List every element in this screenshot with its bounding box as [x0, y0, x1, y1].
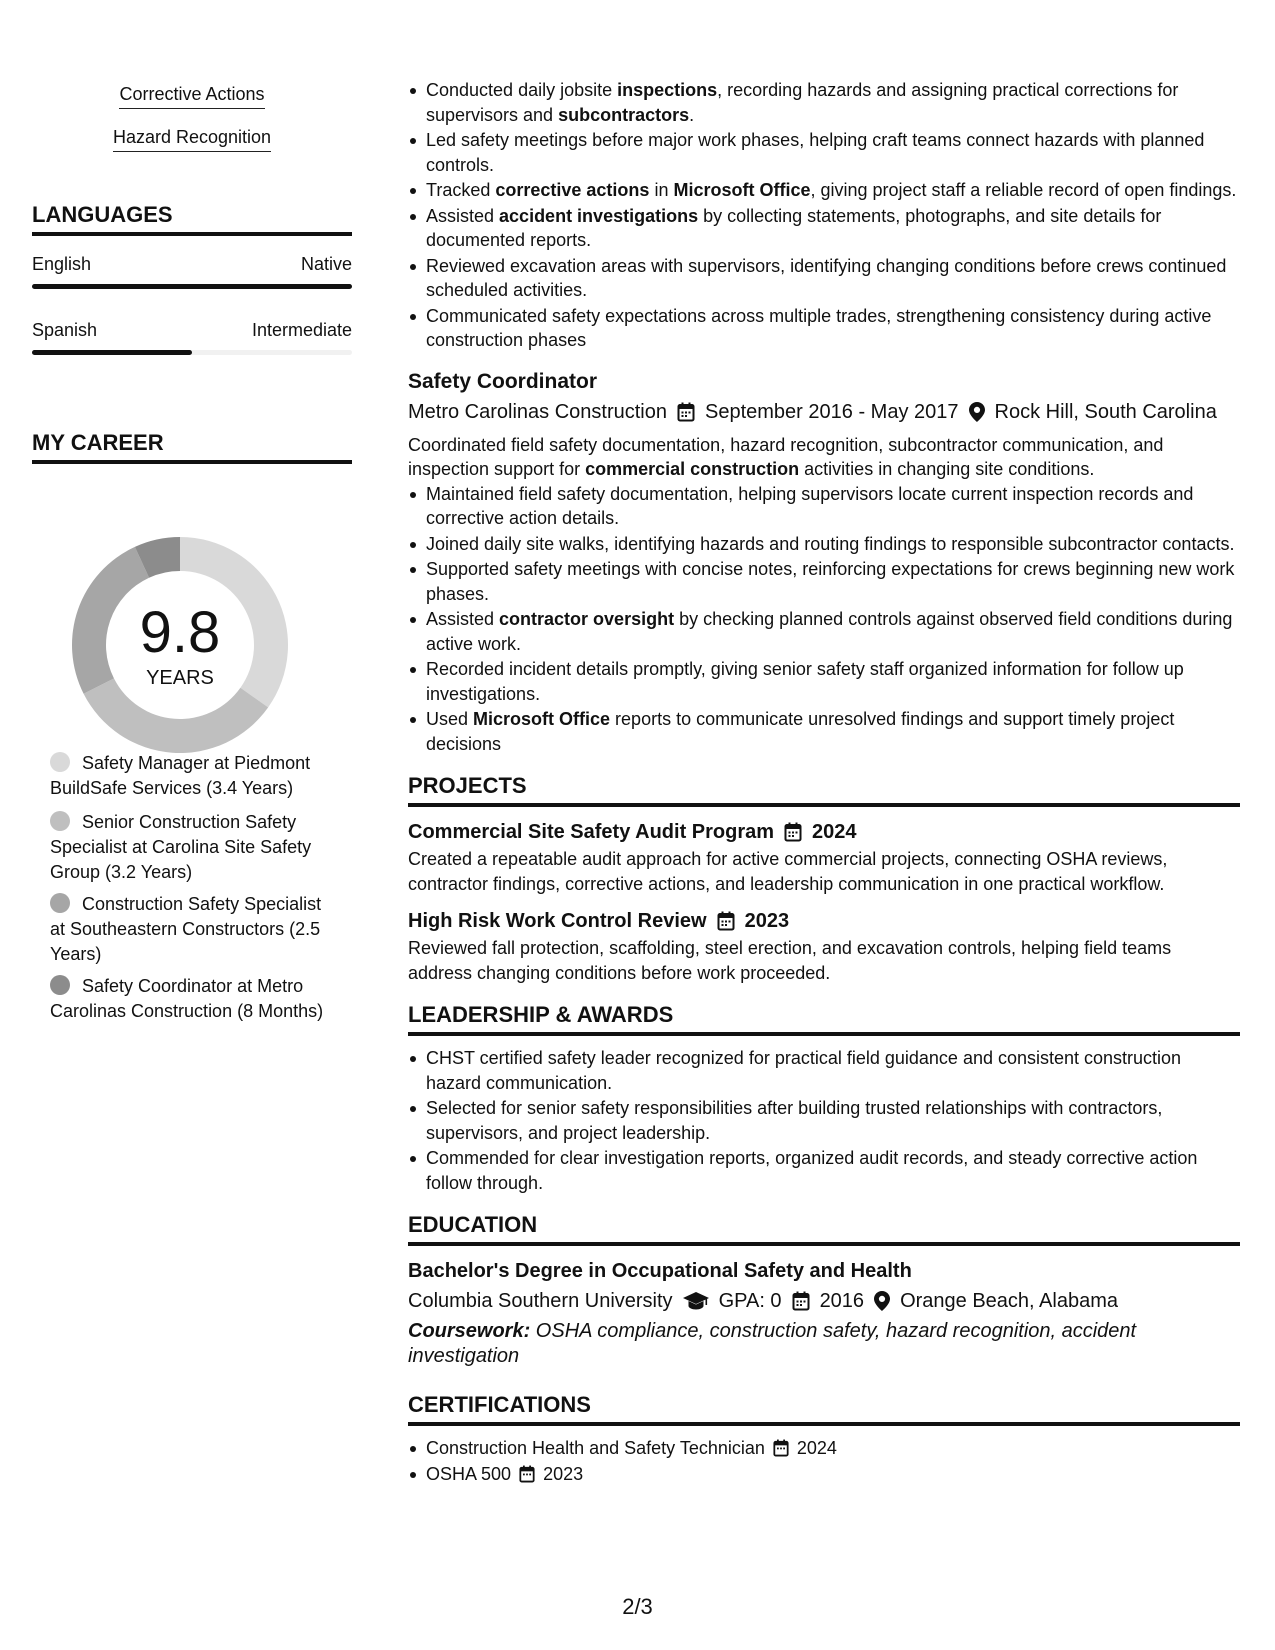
- donut-segment-2: [72, 547, 149, 694]
- job-dates: September 2016 - May 2017: [705, 400, 959, 423]
- text-run: Conducted daily jobsite: [426, 80, 618, 100]
- bullet-item: [408, 304, 1240, 353]
- previous-job-bullets: [408, 78, 1240, 353]
- text-run: Used: [426, 709, 474, 729]
- legend-dot: [50, 975, 70, 995]
- calendar-icon: [717, 911, 735, 931]
- bullet-item: [408, 607, 1240, 656]
- text-run: Assisted: [426, 609, 500, 629]
- language-proficiency-bar: [32, 350, 352, 355]
- projects-heading: PROJECTS: [408, 772, 1240, 807]
- career-donut-chart: [65, 530, 295, 760]
- leadership-item: Commended for clear investigation reports, organized audit records, and steady corrective action follow through.: [408, 1146, 1240, 1195]
- text-run: , giving project staff a reliable record of open findings.: [810, 180, 1237, 200]
- skill-label: Hazard Recognition: [113, 127, 271, 152]
- language-name: English: [32, 254, 92, 274]
- language-row: [32, 320, 352, 341]
- leadership-item: CHST certified safety leader recognized for practical field guidance and consistent construction hazard communication.: [408, 1046, 1240, 1095]
- education-meta: [408, 1286, 1240, 1316]
- text-run: Coordinated field safety documentation, hazard recognition, subcontractor communication, and inspection support for: [408, 434, 1164, 479]
- certifications-list: [408, 1436, 1240, 1486]
- bold-keyword: Microsoft Office: [473, 709, 611, 729]
- text-run: by checking planned controls against observed field conditions during active work.: [426, 609, 1233, 654]
- bullet-item: [408, 532, 1240, 557]
- project-description: Reviewed fall protection, scaffolding, steel erection, and excavation controls, helping field teams address changing conditions before work proceeded.: [408, 938, 1172, 983]
- bullet-item: [408, 557, 1240, 606]
- graduation-year: 2016: [819, 1290, 865, 1312]
- job-meta: [408, 397, 1240, 427]
- leadership-heading: LEADERSHIP & AWARDS: [408, 1001, 1240, 1036]
- calendar-icon: [677, 402, 695, 422]
- certification-name: OSHA 500: [426, 1463, 512, 1484]
- bold-keyword: subcontractors: [558, 104, 690, 125]
- coursework: [408, 1319, 1240, 1369]
- text-run: Reviewed excavation areas with supervisors, identifying changing conditions before crews continued scheduled activities.: [426, 255, 1227, 300]
- languages-heading: LANGUAGES: [32, 202, 352, 236]
- education-heading: EDUCATION: [408, 1211, 1240, 1246]
- project-description: Created a repeatable audit approach for active commercial projects, connecting OSHA reviews, contractor findings, corrective actions, and leadership communication in one practical workflow.: [408, 849, 1168, 894]
- text-run: , recording hazards and assigning practical corrections for supervisors and: [426, 80, 1179, 125]
- language-proficiency-fill: [32, 350, 192, 355]
- company-name: Metro Carolinas Construction: [408, 400, 667, 423]
- project-title-row: [408, 906, 1240, 936]
- bullet-item: [408, 657, 1240, 706]
- skill-label: Corrective Actions: [119, 84, 264, 109]
- project-year: 2024: [812, 821, 857, 843]
- legend-dot: [50, 752, 70, 772]
- career-legend-item: [50, 751, 340, 801]
- bullet-item: [408, 482, 1240, 531]
- certification-item: [408, 1462, 1240, 1487]
- text-run: by collecting statements, photographs, and site details for documented reports.: [426, 205, 1162, 250]
- project-title-row: [408, 817, 1240, 847]
- bold-keyword: accident investigations: [499, 205, 699, 226]
- graduation-cap-icon: [683, 1291, 709, 1311]
- career-legend-item: [50, 810, 340, 885]
- legend-dot: [50, 893, 70, 913]
- certification-item: [408, 1436, 1240, 1461]
- main-content: [408, 78, 1240, 1487]
- career-years-label: YEARS: [146, 667, 214, 689]
- career-legend-text: Safety Coordinator at Metro Carolinas Construction (8 Months): [50, 976, 324, 1021]
- school-name: Columbia Southern University: [408, 1290, 673, 1312]
- job-title: Safety Coordinator: [408, 369, 598, 393]
- calendar-icon: [773, 1439, 789, 1457]
- bold-keyword: Microsoft Office: [673, 180, 811, 200]
- language-level: Intermediate: [251, 320, 352, 340]
- text-run: Communicated safety expectations across multiple trades, strengthening consistency during active construction phases: [426, 305, 1212, 350]
- text-run: reports to communicate unresolved findings and support timely project decisions: [426, 709, 1175, 754]
- calendar-icon: [792, 1291, 810, 1311]
- bold-keyword: inspections: [617, 80, 718, 100]
- bold-keyword: commercial construction: [585, 459, 800, 479]
- text-run: Assisted: [426, 205, 500, 226]
- project-year: 2023: [744, 910, 790, 932]
- coursework-label: Coursework:: [408, 1320, 531, 1342]
- career-legend-item: [50, 974, 340, 1024]
- career-legend-text: Safety Manager at Piedmont BuildSafe Services (3.4 Years): [50, 753, 311, 798]
- text-run: Maintained field safety documentation, helping supervisors locate current inspection records and corrective action details.: [426, 483, 1194, 528]
- location-pin-icon: [969, 402, 985, 422]
- project-name: High Risk Work Control Review: [408, 910, 707, 932]
- language-proficiency-bar: [32, 284, 352, 289]
- coursework-text: OSHA compliance, construction safety, hazard recognition, accident investigation: [408, 1320, 1137, 1367]
- career-legend-text: Senior Construction Safety Specialist at Carolina Site Safety Group (3.2 Years): [50, 812, 312, 882]
- career-legend-text: Construction Safety Specialist at Southeastern Constructors (2.5 Years): [50, 894, 322, 964]
- certification-year: 2024: [796, 1438, 837, 1458]
- text-run: Joined daily site walks, identifying hazards and routing findings to responsible subcontractor contacts.: [426, 533, 1235, 554]
- project-name: Commercial Site Safety Audit Program: [408, 821, 775, 843]
- job-summary: [408, 433, 1240, 482]
- bullet-item: [408, 78, 1240, 127]
- legend-dot: [50, 811, 70, 831]
- donut-segment-1: [84, 678, 269, 753]
- text-run: Led safety meetings before major work phases, helping craft teams connect hazards with planned controls.: [426, 130, 1205, 175]
- bullet-item: [408, 254, 1240, 303]
- text-run: in: [649, 180, 674, 200]
- language-level: Native: [300, 254, 352, 274]
- text-run: .: [689, 104, 695, 125]
- language-row: [32, 254, 352, 275]
- degree-title: Bachelor's Degree in Occupational Safety and Health: [408, 1260, 912, 1282]
- certification-name: Construction Health and Safety Technician: [426, 1438, 765, 1458]
- bullet-item: [408, 204, 1240, 253]
- bullet-item: [408, 178, 1240, 203]
- location-pin-icon: [874, 1291, 890, 1311]
- school-location: Orange Beach, Alabama: [900, 1290, 1118, 1312]
- project-item: [408, 906, 1240, 985]
- gpa: GPA: 0: [718, 1290, 782, 1312]
- language-proficiency-fill: [32, 284, 352, 289]
- text-run: activities in changing site conditions.: [799, 459, 1095, 479]
- page-number: 2/3: [622, 1594, 653, 1619]
- bold-keyword: contractor oversight: [499, 609, 675, 629]
- job-location: Rock Hill, South Carolina: [994, 400, 1217, 423]
- skill-tag: [32, 127, 352, 152]
- project-item: [408, 817, 1240, 896]
- career-total-years: 9.8: [139, 600, 221, 665]
- bullet-item: [408, 707, 1240, 756]
- leadership-list: [408, 1046, 1240, 1195]
- calendar-icon: [519, 1465, 535, 1483]
- certification-year: 2023: [543, 1463, 584, 1484]
- text-run: Recorded incident details promptly, giving senior safety staff organized information for follow up investigations.: [426, 659, 1184, 704]
- calendar-icon: [784, 822, 802, 842]
- bold-keyword: corrective actions: [495, 180, 650, 200]
- text-run: Supported safety meetings with concise notes, reinforcing expectations for crews beginning new work phases.: [426, 559, 1235, 604]
- bullet-item: [408, 128, 1240, 177]
- career-heading: MY CAREER: [32, 430, 352, 464]
- leadership-item: Selected for senior safety responsibilities after building trusted relationships with contractors, supervisors, and project leadership.: [408, 1096, 1240, 1145]
- text-run: Tracked: [426, 180, 496, 200]
- job-bullets: [408, 482, 1240, 757]
- skill-tag: [32, 84, 352, 109]
- career-legend-item: [50, 892, 340, 967]
- language-name: Spanish: [32, 320, 98, 340]
- certifications-heading: CERTIFICATIONS: [408, 1391, 1240, 1426]
